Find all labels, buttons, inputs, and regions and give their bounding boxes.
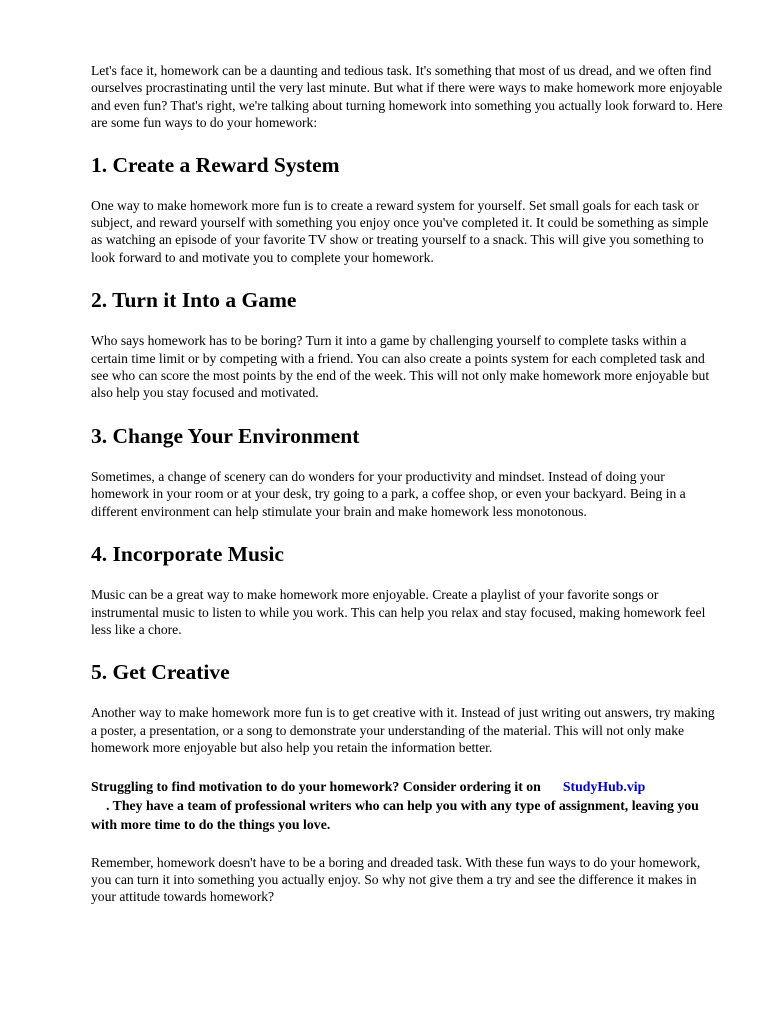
- section-body-music: Music can be a great way to make homework more enjoyable. Create a playlist of your favorite songs or instrumental music to listen to while you work. This can help you relax and stay focused, making homework feel less like a chore.: [91, 587, 706, 637]
- promo-paragraph: [91, 777, 723, 834]
- section-body-creative: Another way to make homework more fun is to get creative with it. Instead of just writing out answers, try making a poster, a presentation, or a song to demonstrate your understanding of the material. This will not only make homework more enjoyable but also help you retain the information better.: [91, 705, 715, 756]
- closing-paragraph: Remember, homework doesn't have to be a boring and dreaded task. With these fun ways to do your homework, you can turn it into something you actually enjoy. So why not give them a try and see the difference it makes in your attitude towards homework?: [91, 854, 701, 905]
- section-body-environment: Sometimes, a change of scenery can do wonders for your productivity and mindset. Instead of doing your homework in your room or at your desk, try going to a park, a coffee shop, or even your backyard. Being in a different environment can help stimulate your brain and make homework less monotonous.: [91, 468, 686, 519]
- section-heading-game: 2. Turn it Into a Game: [91, 288, 297, 313]
- studyhub-link[interactable]: StudyHub.vip: [562, 778, 646, 794]
- section-heading-environment: 3. Change Your Environment: [91, 423, 360, 448]
- section-body-reward-system: One way to make homework more fun is to create a reward system for yourself. Set small goals for each task or subject, and reward yourself with something you enjoy once you've completed it. It could be something as simple as watching an episode of your favorite TV show or treating yourself to a snack. This will give you something to look forward to and motivate you to complete your homework.: [91, 197, 709, 265]
- section-heading-music: 4. Incorporate Music: [91, 542, 284, 567]
- promo-text-after: . They have a team of professional writers who can help you with any type of assignment, leaving you with more time to do the things you love.: [91, 797, 699, 832]
- section-heading-creative: 5. Get Creative: [91, 660, 230, 685]
- document-page: [91, 62, 723, 906]
- section-heading-reward-system: 1. Create a Reward System: [91, 152, 340, 177]
- intro-paragraph: Let's face it, homework can be a daunting and tedious task. It's something that most of us dread, and we often find ourselves procrastinating until the very last minute. But what if there were ways to make homework more enjoyable and even fun? That's right, we're talking about turning homework into something you actually look forward to. Here are some fun ways to do your homework:: [91, 63, 723, 131]
- section-body-game: Who says homework has to be boring? Turn it into a game by challenging yourself to complete tasks within a certain time limit or by competing with a friend. You can also create a points system for each completed task and see who can score the most points by the end of the week. This will not only make homework more enjoyable but also help you stay focused and motivated.: [91, 333, 710, 401]
- promo-text-before: Struggling to find motivation to do your homework? Consider ordering it on: [91, 778, 541, 794]
